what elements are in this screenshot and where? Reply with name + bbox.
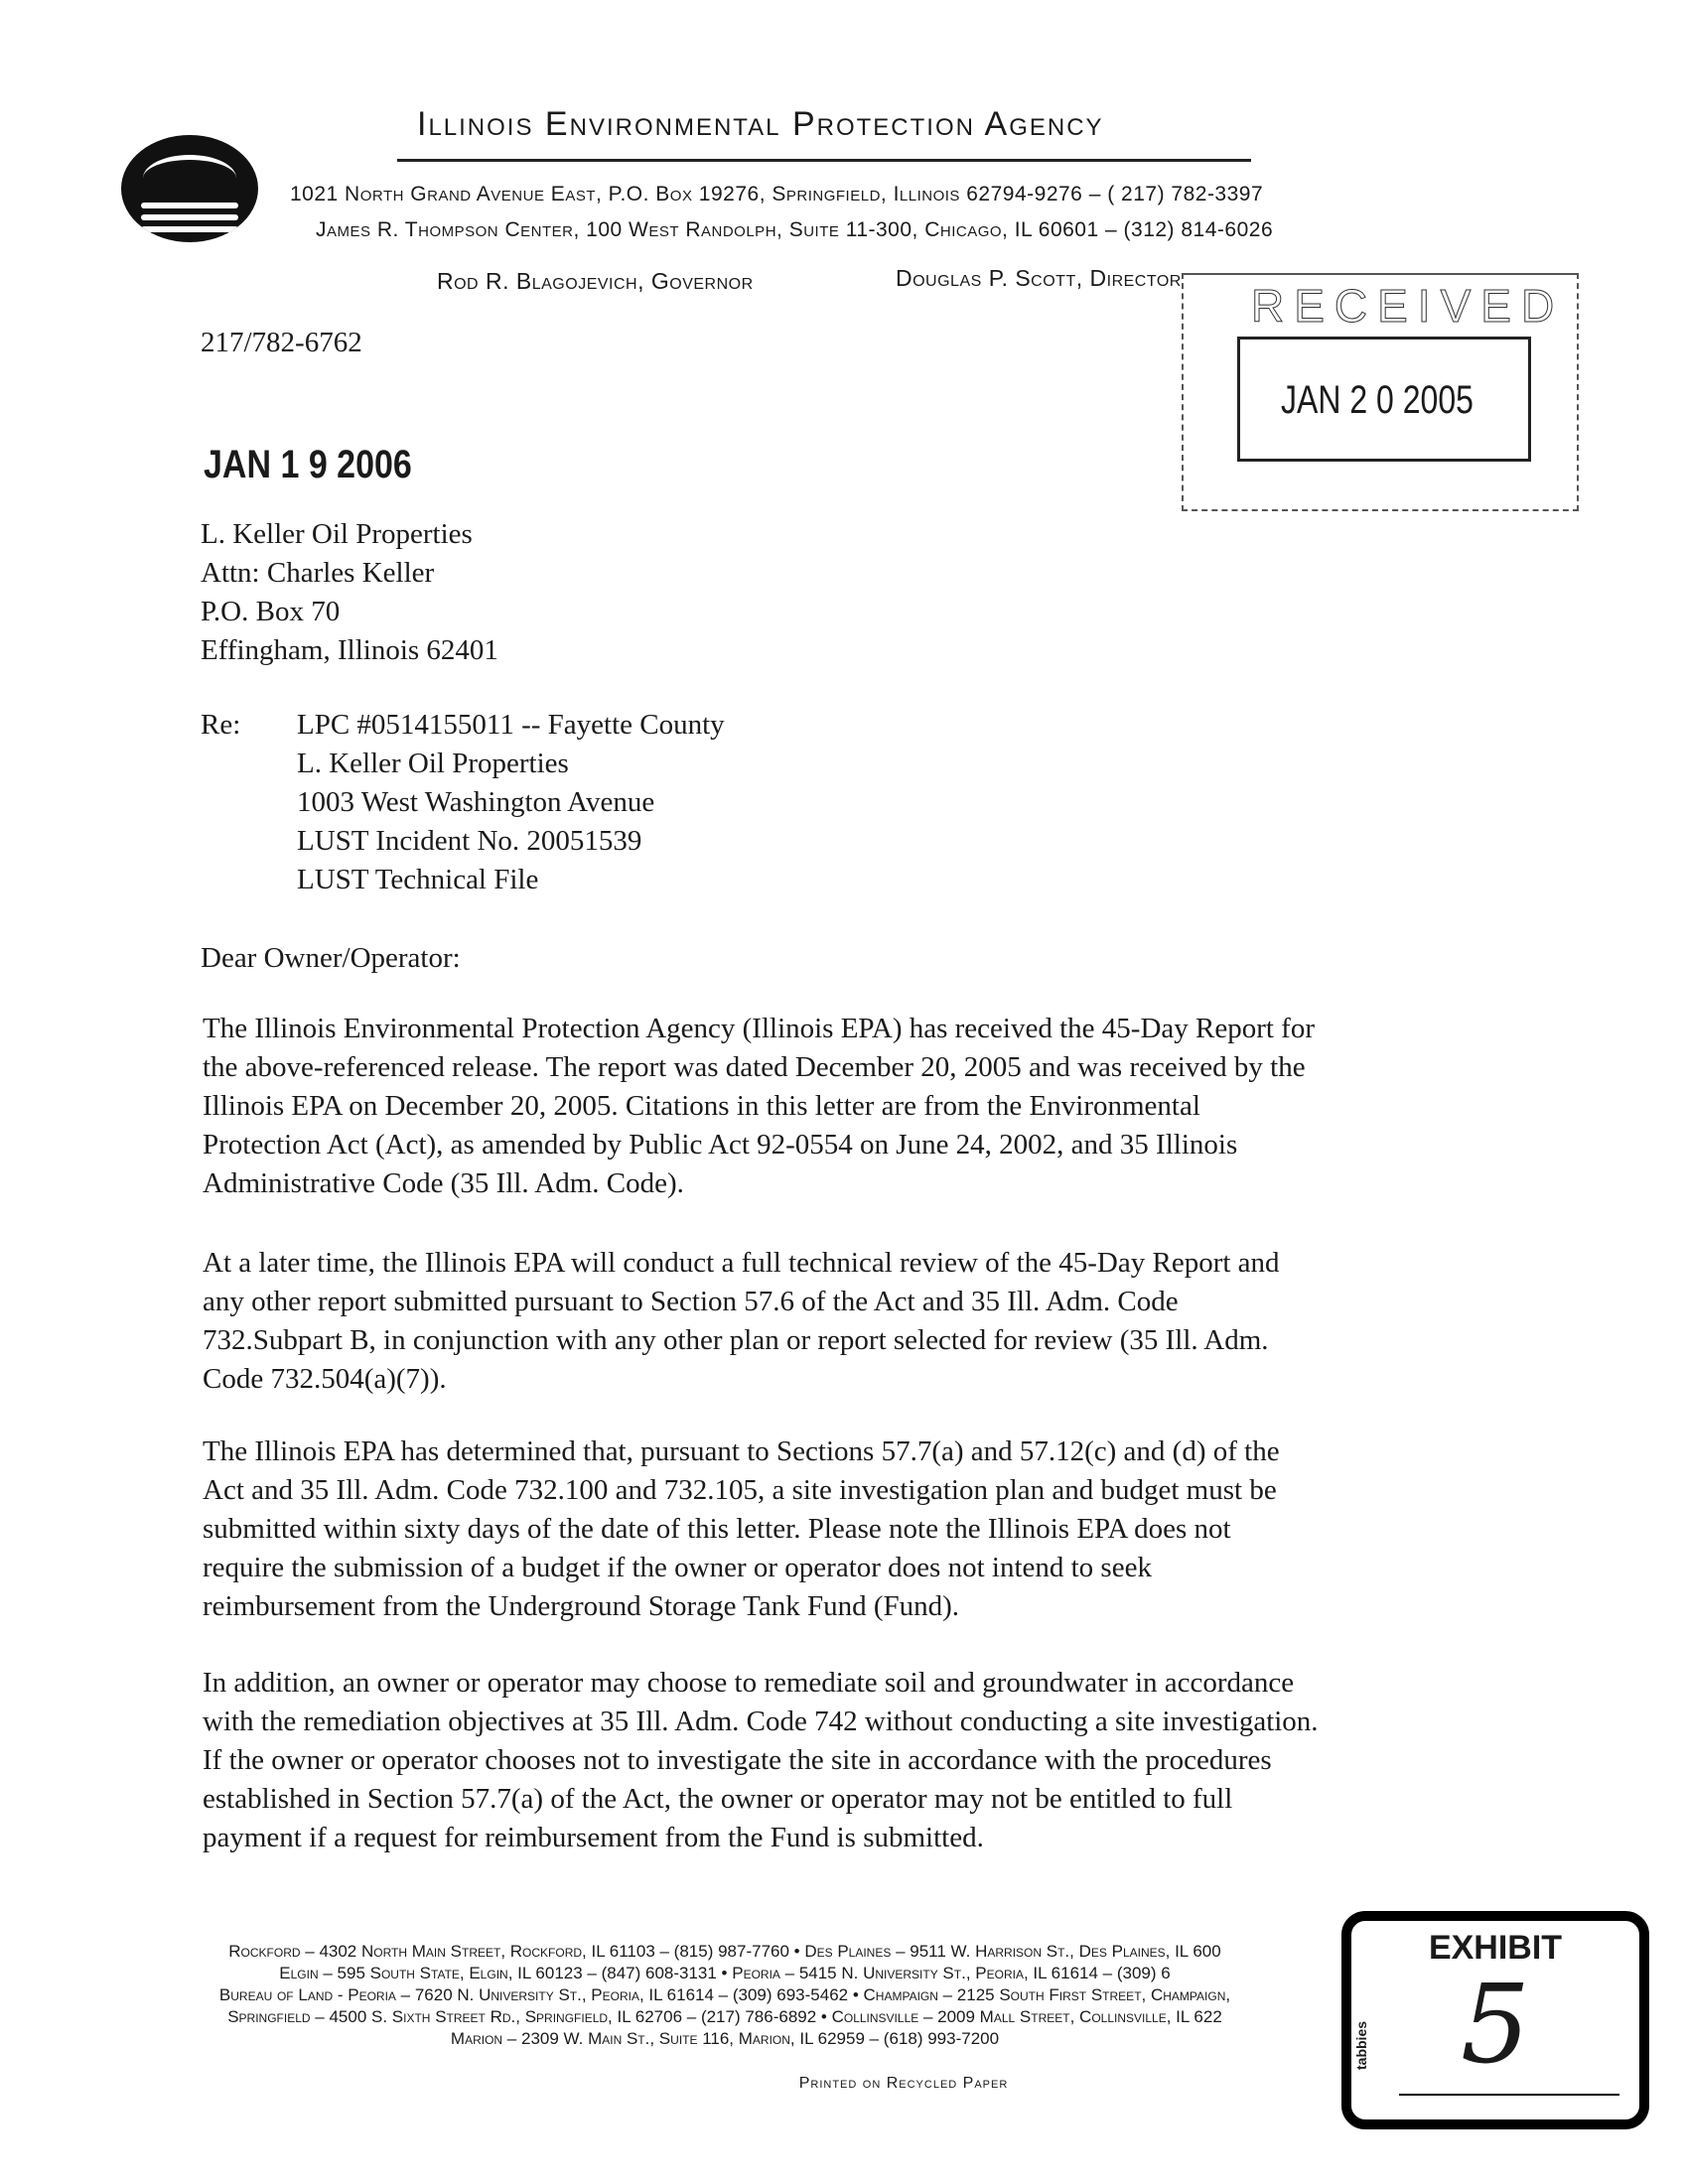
paragraph-line: any other report submitted pursuant to Section 57.6 of the Act and 35 Ill. Adm. Code bbox=[203, 1286, 1179, 1317]
exhibit-sticker bbox=[1341, 1911, 1649, 2129]
agency-name: Illinois Environmental Protection Agency bbox=[417, 105, 1104, 143]
agency-seal-logo bbox=[121, 135, 258, 242]
paragraph-line: Code 732.504(a)(7)). bbox=[203, 1363, 447, 1395]
exhibit-title: EXHIBIT bbox=[1428, 1929, 1563, 1967]
paragraph-line: the above-referenced release. The report was dated December 20, 2005 and was received by the bbox=[203, 1051, 1306, 1083]
paragraph-line: 732.Subpart B, in conjunction with any other plan or report selected for review (35 Ill. Adm. bbox=[203, 1324, 1269, 1356]
letterhead-rule bbox=[397, 159, 1251, 162]
received-stamp-date: JAN 2 0 2005 bbox=[1281, 378, 1474, 422]
paragraph-line: submitted within sixty days of the date of this letter. Please note the Illinois EPA does not bbox=[203, 1513, 1231, 1545]
governor-name: Rod R. Blagojevich, Governor bbox=[437, 268, 754, 294]
re-line: LUST Incident No. 20051539 bbox=[297, 825, 642, 857]
phone-number: 217/782-6762 bbox=[201, 327, 362, 358]
recipient-line: Attn: Charles Keller bbox=[201, 557, 435, 589]
director-name: Douglas P. Scott, Director bbox=[896, 265, 1182, 291]
chicago-address: James R. Thompson Center, 100 West Randolph, Suite 11-300, Chicago, IL 60601 – (312) 814-6026 bbox=[316, 218, 1274, 241]
paragraph-line: Act and 35 Ill. Adm. Code 732.100 and 732.105, a site investigation plan and budget must be bbox=[203, 1474, 1277, 1506]
paragraph-line: established in Section 57.7(a) of the Act, the owner or operator may not be entitled to full bbox=[203, 1783, 1233, 1815]
paragraph-line: require the submission of a budget if the owner or operator does not intend to seek bbox=[203, 1552, 1152, 1583]
footer-line: Elgin – 595 South State, Elgin, IL 60123 – (847) 608-3131 • Peoria – 5415 N. University St., Peoria, IL 61614 – (309) 6 bbox=[279, 1964, 1171, 1982]
footer-line: Rockford – 4302 North Main Street, Rockford, IL 61103 – (815) 987-7760 • Des Plaines – 9511 W. Harrison St., Des Plaines, IL 600 bbox=[228, 1942, 1221, 1961]
footer-line: Springfield – 4500 S. Sixth Street Rd., Springfield, IL 62706 – (217) 786-6892 • Collinsville – 2009 Mall Street, Collinsville, IL 622 bbox=[227, 2007, 1222, 2026]
recipient-line: Effingham, Illinois 62401 bbox=[201, 634, 498, 666]
regional-offices-footer bbox=[109, 1941, 1340, 2050]
recipient-line: P.O. Box 70 bbox=[201, 596, 341, 627]
received-stamp bbox=[1182, 273, 1579, 511]
re-line: 1003 West Washington Avenue bbox=[297, 786, 655, 818]
recipient-block bbox=[201, 515, 498, 670]
paragraph-line: If the owner or operator chooses not to investigate the site in accordance with the procedures bbox=[203, 1744, 1272, 1776]
paragraph-1 bbox=[203, 1010, 1315, 1203]
paragraph-line: Protection Act (Act), as amended by Public Act 92-0554 on June 24, 2002, and 35 Illinois bbox=[203, 1129, 1238, 1160]
letter-date: JAN 1 9 2006 bbox=[204, 443, 412, 486]
footer-line: Bureau of Land - Peoria – 7620 N. University St., Peoria, IL 61614 – (309) 693-5462 • Champaign – 2125 South First Street, Champaign, bbox=[218, 1985, 1231, 2004]
received-stamp-text: RECEIVED bbox=[1251, 280, 1565, 332]
salutation: Dear Owner/Operator: bbox=[201, 942, 461, 974]
paragraph-line: Administrative Code (35 Ill. Adm. Code). bbox=[203, 1167, 684, 1199]
footer-line: Marion – 2309 W. Main St., Suite 116, Marion, IL 62959 – (618) 993-7200 bbox=[450, 2029, 1000, 2048]
re-label: Re: bbox=[201, 709, 241, 741]
re-block bbox=[297, 706, 725, 899]
paragraph-line: In addition, an owner or operator may choose to remediate soil and groundwater in accordance bbox=[203, 1667, 1295, 1699]
re-line: LPC #0514155011 -- Fayette County bbox=[297, 709, 725, 741]
exhibit-underline bbox=[1399, 2094, 1619, 2096]
springfield-address: 1021 North Grand Avenue East, P.O. Box 19276, Springfield, Illinois 62794-9276 – ( 217) 782-3397 bbox=[290, 183, 1264, 205]
printed-on-recycled-note: Printed on Recycled Paper bbox=[798, 2075, 1009, 2092]
exhibit-number: 5 bbox=[1461, 1961, 1530, 2088]
paragraph-line: The Illinois EPA has determined that, pursuant to Sections 57.7(a) and 57.12(c) and (d) of the bbox=[203, 1435, 1280, 1467]
paragraph-line: with the remediation objectives at 35 Ill. Adm. Code 742 without conducting a site investigation. bbox=[203, 1706, 1319, 1737]
paragraph-line: At a later time, the Illinois EPA will conduct a full technical review of the 45-Day Report and bbox=[203, 1247, 1280, 1279]
paragraph-4 bbox=[203, 1664, 1319, 1857]
paragraph-2 bbox=[203, 1244, 1280, 1399]
paragraph-line: payment if a request for reimbursement from the Fund is submitted. bbox=[203, 1822, 984, 1853]
re-line: LUST Technical File bbox=[297, 864, 539, 895]
paragraph-line: The Illinois Environmental Protection Agency (Illinois EPA) has received the 45-Day Report for bbox=[203, 1013, 1315, 1044]
recipient-line: L. Keller Oil Properties bbox=[201, 518, 473, 550]
exhibit-brand: tabbies bbox=[1353, 2020, 1369, 2070]
paragraph-line: Illinois EPA on December 20, 2005. Citations in this letter are from the Environmental bbox=[203, 1090, 1200, 1122]
paragraph-line: reimbursement from the Underground Storage Tank Fund (Fund). bbox=[203, 1590, 960, 1622]
re-line: L. Keller Oil Properties bbox=[297, 748, 569, 779]
paragraph-3 bbox=[203, 1433, 1280, 1626]
